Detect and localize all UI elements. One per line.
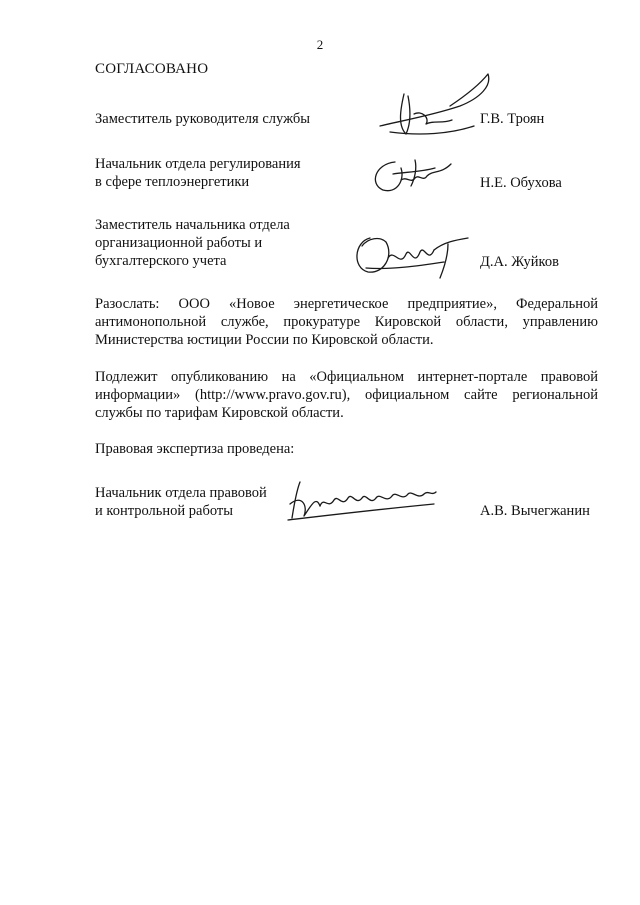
- legal-review-heading: Правовая экспертиза проведена:: [95, 441, 295, 457]
- approver-1-name: Г.В. Троян: [480, 111, 545, 127]
- approver-1-role-line: Заместитель руководителя службы: [95, 111, 311, 127]
- approver-3-role: [95, 216, 345, 270]
- approver-2-role-line: в сфере теплоэнергетики: [95, 174, 250, 190]
- approval-heading: СОГЛАСОВАНО: [95, 61, 209, 77]
- page-number: 2: [316, 37, 324, 52]
- signature-troyan: [370, 66, 500, 146]
- signature-obukhova: [365, 150, 465, 200]
- approver-3-role-line: Заместитель начальника отдела: [95, 217, 290, 233]
- legal-signer-role-line: и контрольной работы: [95, 503, 233, 519]
- approver-3-name: Д.А. Жуйков: [480, 254, 559, 270]
- publication-paragraph: [95, 368, 598, 422]
- approver-2-role-line: Начальник отдела регулирования: [95, 156, 301, 172]
- approver-2-role: [95, 155, 345, 191]
- signature-zhuikov: [348, 228, 478, 284]
- legal-signer-role-line: Начальник отдела правовой: [95, 485, 267, 501]
- approver-3-role-line: бухгалтерского учета: [95, 253, 227, 269]
- approver-1-role: [95, 110, 345, 128]
- publication-text: Подлежит опубликованию на «Официальном интернет-портале правовой информации» (http://www.pravo.gov.ru), официальном сайте региональной службы по тарифам Кировской области.: [95, 369, 598, 421]
- distribution-paragraph: [95, 295, 598, 349]
- distribution-text: Разослать: ООО «Новое энергетическое предприятие», Федеральной антимонопольной службе, прокуратуре Кировской области, управлению Министерства юстиции России по Кировской области.: [95, 296, 598, 348]
- approver-3-role-line: организационной работы и: [95, 235, 263, 251]
- legal-signer-name: А.В. Вычегжанин: [480, 503, 590, 519]
- signature-vychegzhanin: [282, 476, 442, 526]
- approver-2-name: Н.Е. Обухова: [480, 175, 562, 191]
